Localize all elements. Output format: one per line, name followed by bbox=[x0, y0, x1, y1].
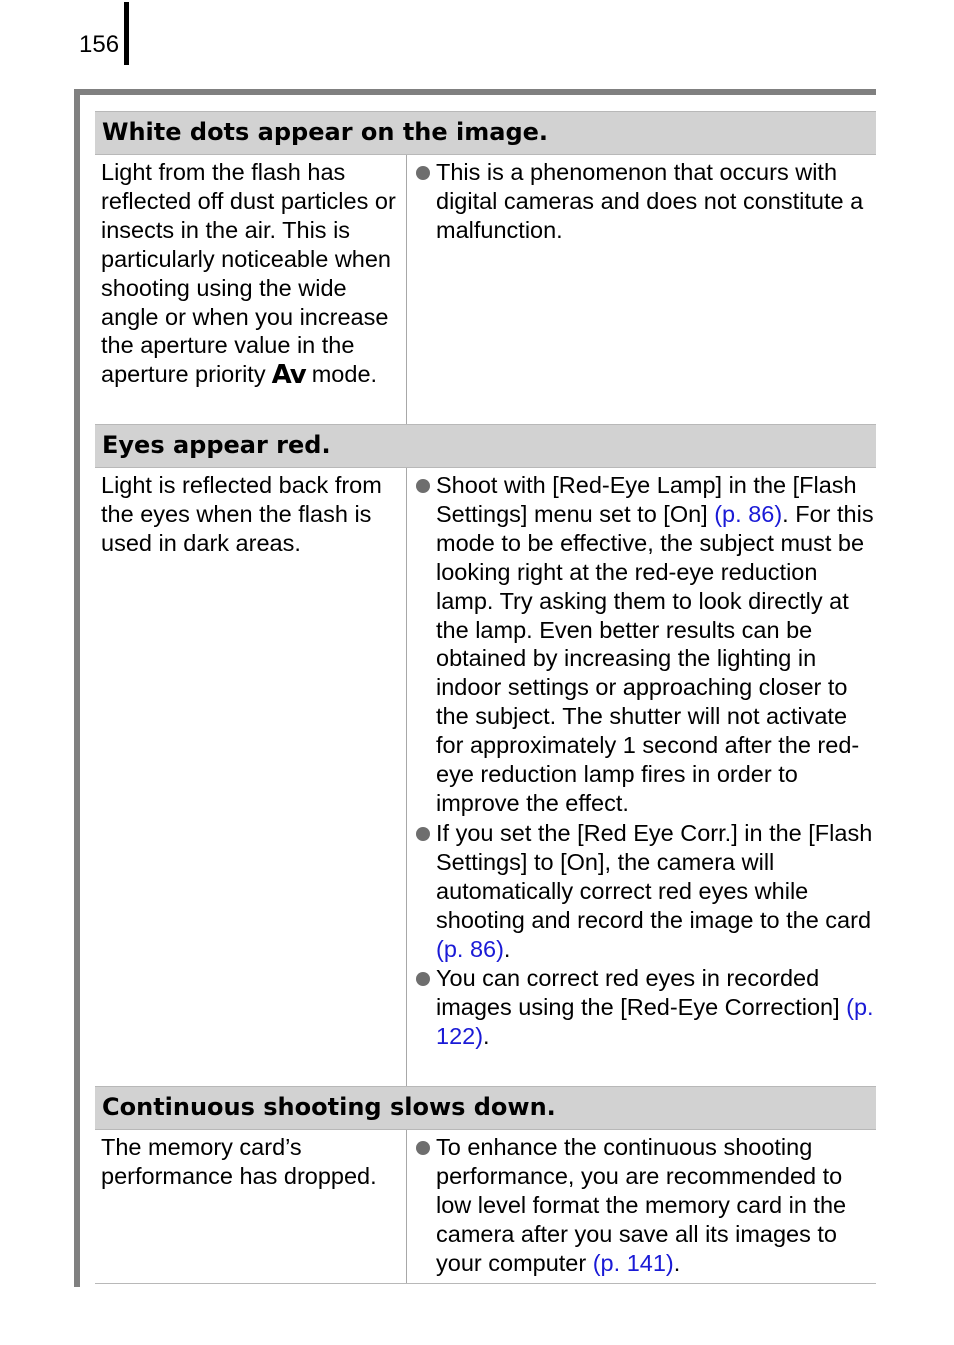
table-row bbox=[95, 155, 876, 424]
cause-text: Light from the flash has reflected off dust particles or insects in the air. This is particularly noticeable when shooting using the wide angle or when you increase the aperture value in the aperture priority bbox=[101, 159, 396, 388]
solution-text: You can correct red eyes in recorded images using the [Red-Eye Correction] bbox=[436, 965, 847, 1021]
bullet-dot-icon bbox=[416, 479, 430, 493]
table-row bbox=[95, 1130, 876, 1283]
cause-cell bbox=[95, 1130, 407, 1283]
solution-cell bbox=[407, 1130, 876, 1283]
page-reference-link[interactable]: (p. 141) bbox=[592, 1249, 674, 1276]
bullet-dot-icon bbox=[416, 972, 430, 986]
cause-text: The memory card’s performance has dropped. bbox=[101, 1134, 377, 1189]
page-number-bar bbox=[124, 2, 129, 65]
bullet-dot-icon bbox=[416, 1141, 430, 1155]
cause-text: Light is reflected back from the eyes when the flash is used in dark areas. bbox=[101, 472, 382, 556]
frame-left-border bbox=[74, 89, 80, 1287]
solution-text: . bbox=[483, 1023, 490, 1050]
section-heading-red-eyes: Eyes appear red. bbox=[95, 424, 876, 468]
table-bottom-rule bbox=[95, 1283, 876, 1284]
solution-item bbox=[415, 1133, 876, 1278]
section-heading-continuous-shooting: Continuous shooting slows down. bbox=[95, 1086, 876, 1130]
page-reference-link[interactable]: (p. 86) bbox=[714, 500, 783, 527]
page-reference-link[interactable]: (p. 86) bbox=[436, 935, 504, 962]
solution-text: . bbox=[503, 935, 511, 962]
solution-cell bbox=[407, 155, 876, 424]
solution-item bbox=[415, 471, 876, 818]
section-heading-white-dots: White dots appear on the image. bbox=[95, 111, 876, 155]
solution-item bbox=[415, 964, 876, 1051]
aperture-priority-mode-icon: Av bbox=[271, 360, 306, 391]
table-row bbox=[95, 468, 876, 1086]
solution-text: Shoot with [Red-Eye Lamp] in the [Flash Settings] menu set to [On] bbox=[436, 472, 857, 527]
solution-text: This is a phenomenon that occurs with digital cameras and does not constitute a malfunction. bbox=[436, 159, 864, 243]
solution-text: To enhance the continuous shooting performance, you are recommended to low level format the memory card in the camera after you save all its images to your computer bbox=[436, 1134, 847, 1276]
bullet-dot-icon bbox=[416, 166, 430, 180]
page-number: 156 bbox=[79, 31, 120, 58]
frame-top-border bbox=[74, 89, 876, 95]
solution-item bbox=[415, 158, 876, 245]
cause-cell bbox=[95, 468, 407, 1086]
troubleshooting-table bbox=[95, 111, 876, 1284]
solution-text: . For this mode to be effective, the subject must be looking right at the red-eye reduction lamp. Try asking them to look directly at the lamp. Even better results can be obtained by increasing the lighting in indoor settings or approaching closer to the subject. The shutter will not activate for approximately 1 second after the red-eye reduction lamp fires in order to improve the effect. bbox=[436, 500, 874, 816]
solution-text: . bbox=[673, 1249, 681, 1276]
solution-text: If you set the [Red Eye Corr.] in the [Flash Settings] to [On], the camera will automatically correct red eyes while shooting and record the image to the card bbox=[436, 819, 873, 933]
solution-item bbox=[415, 819, 876, 964]
page-reference-link[interactable]: (p. 122) bbox=[436, 994, 874, 1050]
bullet-dot-icon bbox=[416, 827, 430, 841]
cause-cell bbox=[95, 155, 407, 424]
solution-cell bbox=[407, 468, 876, 1086]
cause-text-suffix: mode. bbox=[311, 361, 378, 388]
